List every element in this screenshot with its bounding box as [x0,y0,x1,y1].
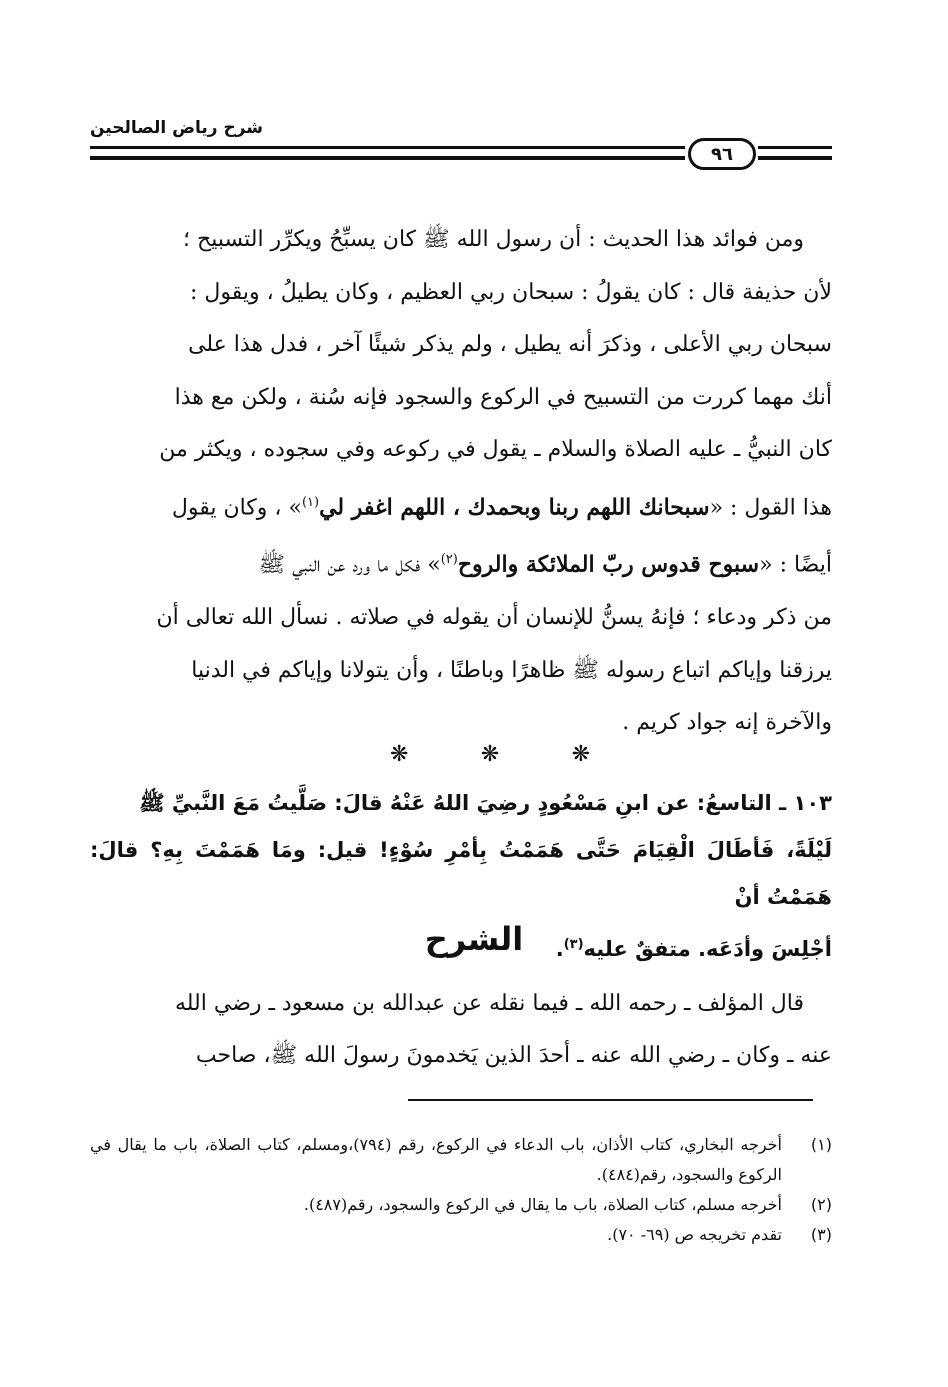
quoted-supplication: سبحانك اللهم ربنا وبحمدك ، اللهم اغفر لي [319,493,710,520]
star-separator [390,742,590,767]
body-line: أنك مهما كررت من التسبيح في الركوع والسجود فإنه سُنة ، ولكن مع هذا [174,384,832,410]
body-line: من ذكر ودعاء ؛ فإنهُ يسنُّ للإنسان أن يقوله في صلاته . نسأل الله تعالى أن [156,605,832,631]
hadith-text-segment: أجْلِسَ وأدَعَه. متفقٌ عليه [583,937,832,961]
footnote-marker[interactable]: (٣) [563,937,584,952]
footnote-item [90,1190,832,1220]
commentary-line: قال المؤلف ـ رحمه الله ـ فيما نقله عن عبدالله بن مسعود ـ رضي الله [174,991,804,1016]
body-line [90,534,832,592]
footnotes [90,1130,832,1250]
footnote-number: (٣) [810,1225,832,1244]
star-ornament-icon: ❋ [571,742,590,767]
footnote-item [90,1220,832,1250]
footnote-text: أخرجه مسلم، كتاب الصلاة، باب ما يقال في الركوع والسجود، رقم(٤٨٧). [303,1195,782,1214]
footnote-marker[interactable]: (٢) [440,552,458,568]
commentary-paragraph [90,978,832,1082]
page-number-frame [688,138,756,170]
footnote-divider [408,1099,813,1101]
body-line: والآخرة إنه جواد كريم . [622,710,832,736]
footnote-text: أخرجه البخاري، كتاب الأذان، باب الدعاء في الركوع، رقم (٧٩٤)،ومسلم، كتاب الصلاة، باب ما يقال في الركوع والسجود، رقم(٤٨٤). [90,1135,783,1184]
star-ornament-icon: ❋ [480,742,500,767]
body-text-segment: » فكل ما ورد عن النبي ﷺ [258,552,441,578]
body-text-segment: هذا القول : « [709,494,832,520]
body-line: سبحان ربي الأعلى ، وذكرَ أنه يطيل ، ولم يذكر شيئًا آخر ، فدل هذا على [188,332,832,357]
footnote-item [90,1130,832,1190]
body-text-segment: » ، وكان يقول [171,494,302,520]
body-line: يرزقنا وإياكم اتباع رسوله ﷺ ظاهرًا وباطنًا ، وأن يتولانا وإياكم في الدنيا [191,657,832,683]
body-text-segment: أيضًا : « [759,552,832,578]
header-rule-thin-right [758,146,832,149]
body-line [90,477,832,535]
hadith-line: لَيْلَةً، فَأطَالَ الْقِيَامَ حَتَّى هَمَمْتُ بِأمْرِ سُوْءٍ! قيل: ومَا هَمَمْتَ بِهِ؟ قالَ: هَمَمْتُ أنْ [90,838,832,909]
body-line: لأن حذيفة قال : كان يقولُ : سبحان ربي العظيم ، وكان يطيلُ ، ويقول : [190,279,832,305]
hadith-text-segment: . [555,937,564,961]
section-heading: الشرح [424,920,524,958]
header-rule-thick-right [758,156,832,160]
header-rule-thin [90,146,685,149]
footnote-marker[interactable]: (١) [301,494,320,510]
body-line: كان النبيُّ ـ عليه الصلاة والسلام ـ يقول في ركوعه وفي سجوده ، ويكثر من [159,437,832,462]
star-ornament-icon: ❋ [390,742,409,767]
footnote-number: (١) [810,1135,832,1154]
quoted-supplication: سبوح قدوس ربّ الملائكة والروح [457,551,760,578]
footnote-number: (٢) [810,1195,832,1214]
page-number: ٩٦ [711,143,733,165]
running-header-title: شرح رياض الصالحين [90,118,264,138]
header-rule-thick [90,156,685,160]
footnote-text: تقدم تخريجه ص (٦٩- ٧٠). [607,1225,782,1244]
commentary-line: عنه ـ وكان ـ رضي الله عنه ـ أحدَ الذين يَخدمونَ رسولَ الله ﷺ، صاحب [195,1043,832,1068]
body-line: ومن فوائد هذا الحديث : أن رسول الله ﷺ كان يسبِّحُ ويكرِّر التسبيح ؛ [183,227,804,252]
body-paragraph [90,214,832,750]
hadith-line: ١٠٣ ـ التاسعُ: عن ابنِ مَسْعُودٍ رضِيَ اللهُ عَنْهُ قالَ: صَلَّيتُ مَعَ النَّبيِّ ﷺ [139,791,832,815]
